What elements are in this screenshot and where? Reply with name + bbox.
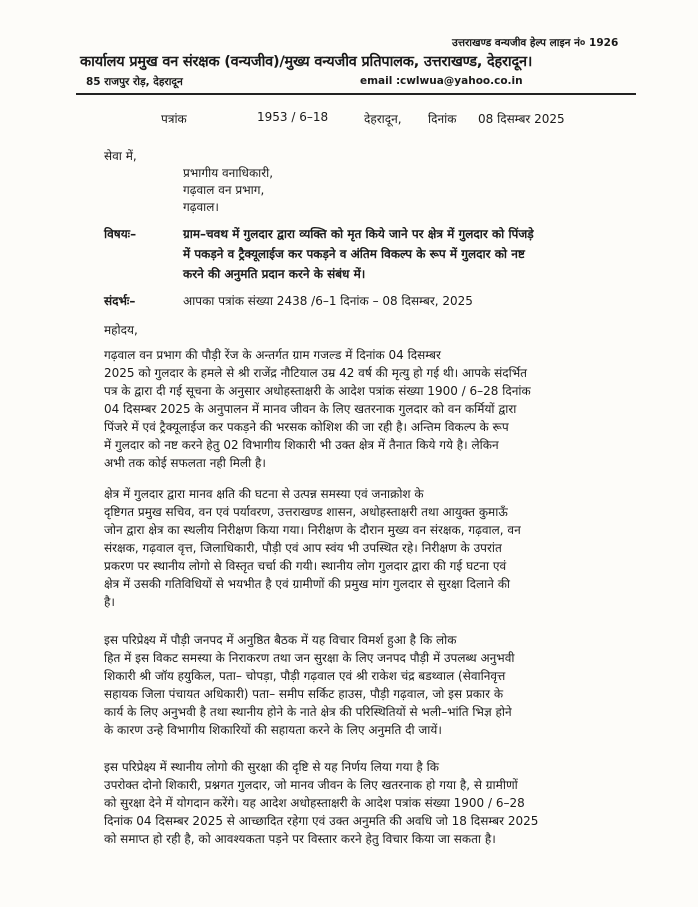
body-line: के कारण उन्हे विभागीय शिकारियों की सहायता करने के लिए अनुमति दी जायें। (104, 723, 442, 737)
header-divider (76, 93, 636, 95)
body-line: क्षेत्र में गुलदार द्वारा मानव क्षति की घटना से उत्पन्न समस्या एवं जनाक्रोश के (104, 487, 424, 501)
office-address: 85 राजपुर रोड़, देहरादून (86, 76, 183, 88)
letter-number-label: पत्रांक (161, 112, 187, 126)
body-line: गढ़वाल वन प्रभाग की पौड़ी रेंज के अन्तर्गत ग्राम गजल्ड में दिनांक 04 दिसम्बर (104, 348, 441, 362)
recipient-line: गढ़वाल। (183, 200, 219, 214)
body-line: शिकारी श्री जॉय हयुकिल, पता– चोपड़ा, पौड़ी गढ़वाल एवं श्री राकेश चंद्र बडथ्वाल (सेवानिवृत्त (104, 669, 506, 683)
helpline-number: उत्तराखण्ड वन्यजीव हेल्प लाइन नं० 1926 (452, 37, 619, 49)
body-line: कार्य के लिए अनुभवी है तथा स्थानीय होने के नाते क्षेत्र की परिस्थितियों से भली–भांति भिज्ञ होने (104, 705, 512, 719)
reference-label: संदर्भः– (104, 294, 136, 308)
body-line: इस परिप्रेक्ष्य में स्थानीय लोगो की सुरक्षा की दृष्टि से यह निर्णय लिया गया है कि (104, 760, 439, 774)
body-line: को सुरक्षा देने में योगदान करेंगे। यह आदेश अधोहस्ताक्षरी के आदेश पत्रांक संख्या 1900 / 6–28 (104, 796, 525, 810)
body-line: प्रकरण पर स्थानीय लोगो से विस्तृत चर्चा की गयी। स्थानीय लोग गुलदार द्वारा की गई घटना एवं (104, 559, 507, 573)
body-line: सहायक जिला पंचायत अधिकारी) पता– समीप सर्किट हाउस, पौड़ी गढ़वाल, जो इस प्रकार के (104, 687, 504, 701)
letter-place: देहरादून, (364, 112, 402, 126)
body-line: जोन द्वारा क्षेत्र का स्थलीय निरीक्षण किया गया। निरीक्षण के दौरान मुख्य वन संरक्षक, गढ़वाल, वन (104, 523, 521, 537)
office-title: कार्यालय प्रमुख वन संरक्षक (वन्यजीव)/मुख्य वन्यजीव प्रतिपालक, उत्तराखण्ड, देहरादून। (80, 54, 533, 70)
subject-line: करने की अनुमति प्रदान करने के संबंध में। (183, 267, 366, 281)
reference-text: आपका पत्रांक संख्या 2438 /6–1 दिनांक – 08 दिसम्बर, 2025 (183, 294, 473, 308)
email-label: email : (360, 75, 401, 87)
body-line: पत्र के द्वारा दी गई सूचना के अनुसार अधोहस्ताक्षरी के आदेश पत्रांक संख्या 1900 / 6–28 दिनांक (104, 384, 531, 398)
body-line: 04 दिसम्बर 2025 के अनुपालन में मानव जीवन के लिए खतरनाक गुलदार को वन कर्मियों द्वारा (104, 402, 517, 416)
letter-date: 08 दिसम्बर 2025 (478, 112, 565, 126)
body-line: पिंजरे में एवं ट्रैक्यूलाईज कर पकड़ने की भरसक कोशिश की जा रही है। अन्तिम विकल्प के रूप (104, 420, 509, 434)
recipient-salutation: सेवा में, (104, 149, 137, 163)
body-line: दृष्टिगत प्रमुख सचिव, वन एवं पर्यावरण, उत्तराखण्ड शासन, अधोहस्ताक्षरी तथा आयुक्त कुमाऊँ (104, 505, 508, 519)
salutation: महोदय, (104, 323, 138, 337)
email-address: cwlwua@yahoo.co.in (400, 75, 523, 87)
subject-line: में पकड़ने व ट्रैक्यूलाईज कर पकड़ने व अंतिम विकल्प के रूप में गुलदार को नष्ट (183, 247, 525, 261)
body-line: संरक्षक, गढ़वाल वृत्त, जिलाधिकारी, पौड़ी एवं आप स्वंय भी उपस्थित रहे। निरीक्षण के उपरांत (104, 541, 502, 555)
letter-number: 1953 / 6–18 (257, 110, 329, 124)
body-line: अभी तक कोई सफलता नही मिली है। (104, 456, 266, 470)
recipient-line: प्रभागीय वनाधिकारी, (183, 166, 274, 180)
body-line: को समाप्त हो रही है, को आवश्यकता पड़ने पर विस्तार करने हेतु विचार किया जा सकता है। (104, 832, 496, 846)
body-line: है। (104, 595, 115, 609)
recipient-line: गढ़वाल वन प्रभाग, (183, 183, 265, 197)
body-line: दिनांक 04 दिसम्बर 2025 से आच्छादित रहेगा एवं उक्त अनुमति की अवधि जो 18 दिसम्बर 2025 (104, 814, 539, 828)
body-line: क्षेत्र में उसकी गतिविधियों से भयभीत है एवं ग्रामीणों की प्रमुख मांग गुलदार से सुरक्षा दिलाने की (104, 577, 511, 591)
body-line: इस परिप्रेक्ष्य में पौड़ी जनपद में अनुष्ठित बैठक में यह विचार विमर्श हुआ है कि लोक (104, 633, 457, 647)
letter-date-label: दिनांक (428, 112, 457, 126)
body-line: हित में इस विकट समस्या के निराकरण तथा जन सुरक्षा के लिए जनपद पौड़ी में उपलब्ध अनुभवी (104, 651, 515, 665)
body-line: 2025 को गुलदार के हमले से श्री राजेंद्र नौटियाल उम्र 42 वर्ष की मृत्यु हो गई थी। आपके संदर्भित (104, 366, 528, 380)
subject-line: ग्राम–चवथ में गुलदार द्वारा व्यक्ति को मृत किये जाने पर क्षेत्र में गुलदार को पिंजड़े (183, 227, 534, 241)
body-line: उपरोक्त दोनो शिकारी, प्रश्नगत गुलदार, जो मानव जीवन के लिए खतरनाक हो गया है, से ग्रामीणों (104, 778, 518, 792)
body-line: में गुलदार को नष्ट करने हेतु 02 विभागीय शिकारी भी उक्त क्षेत्र में तैनात किये गये है। लेकिन (104, 438, 499, 452)
subject-label: विषयः– (104, 227, 137, 241)
